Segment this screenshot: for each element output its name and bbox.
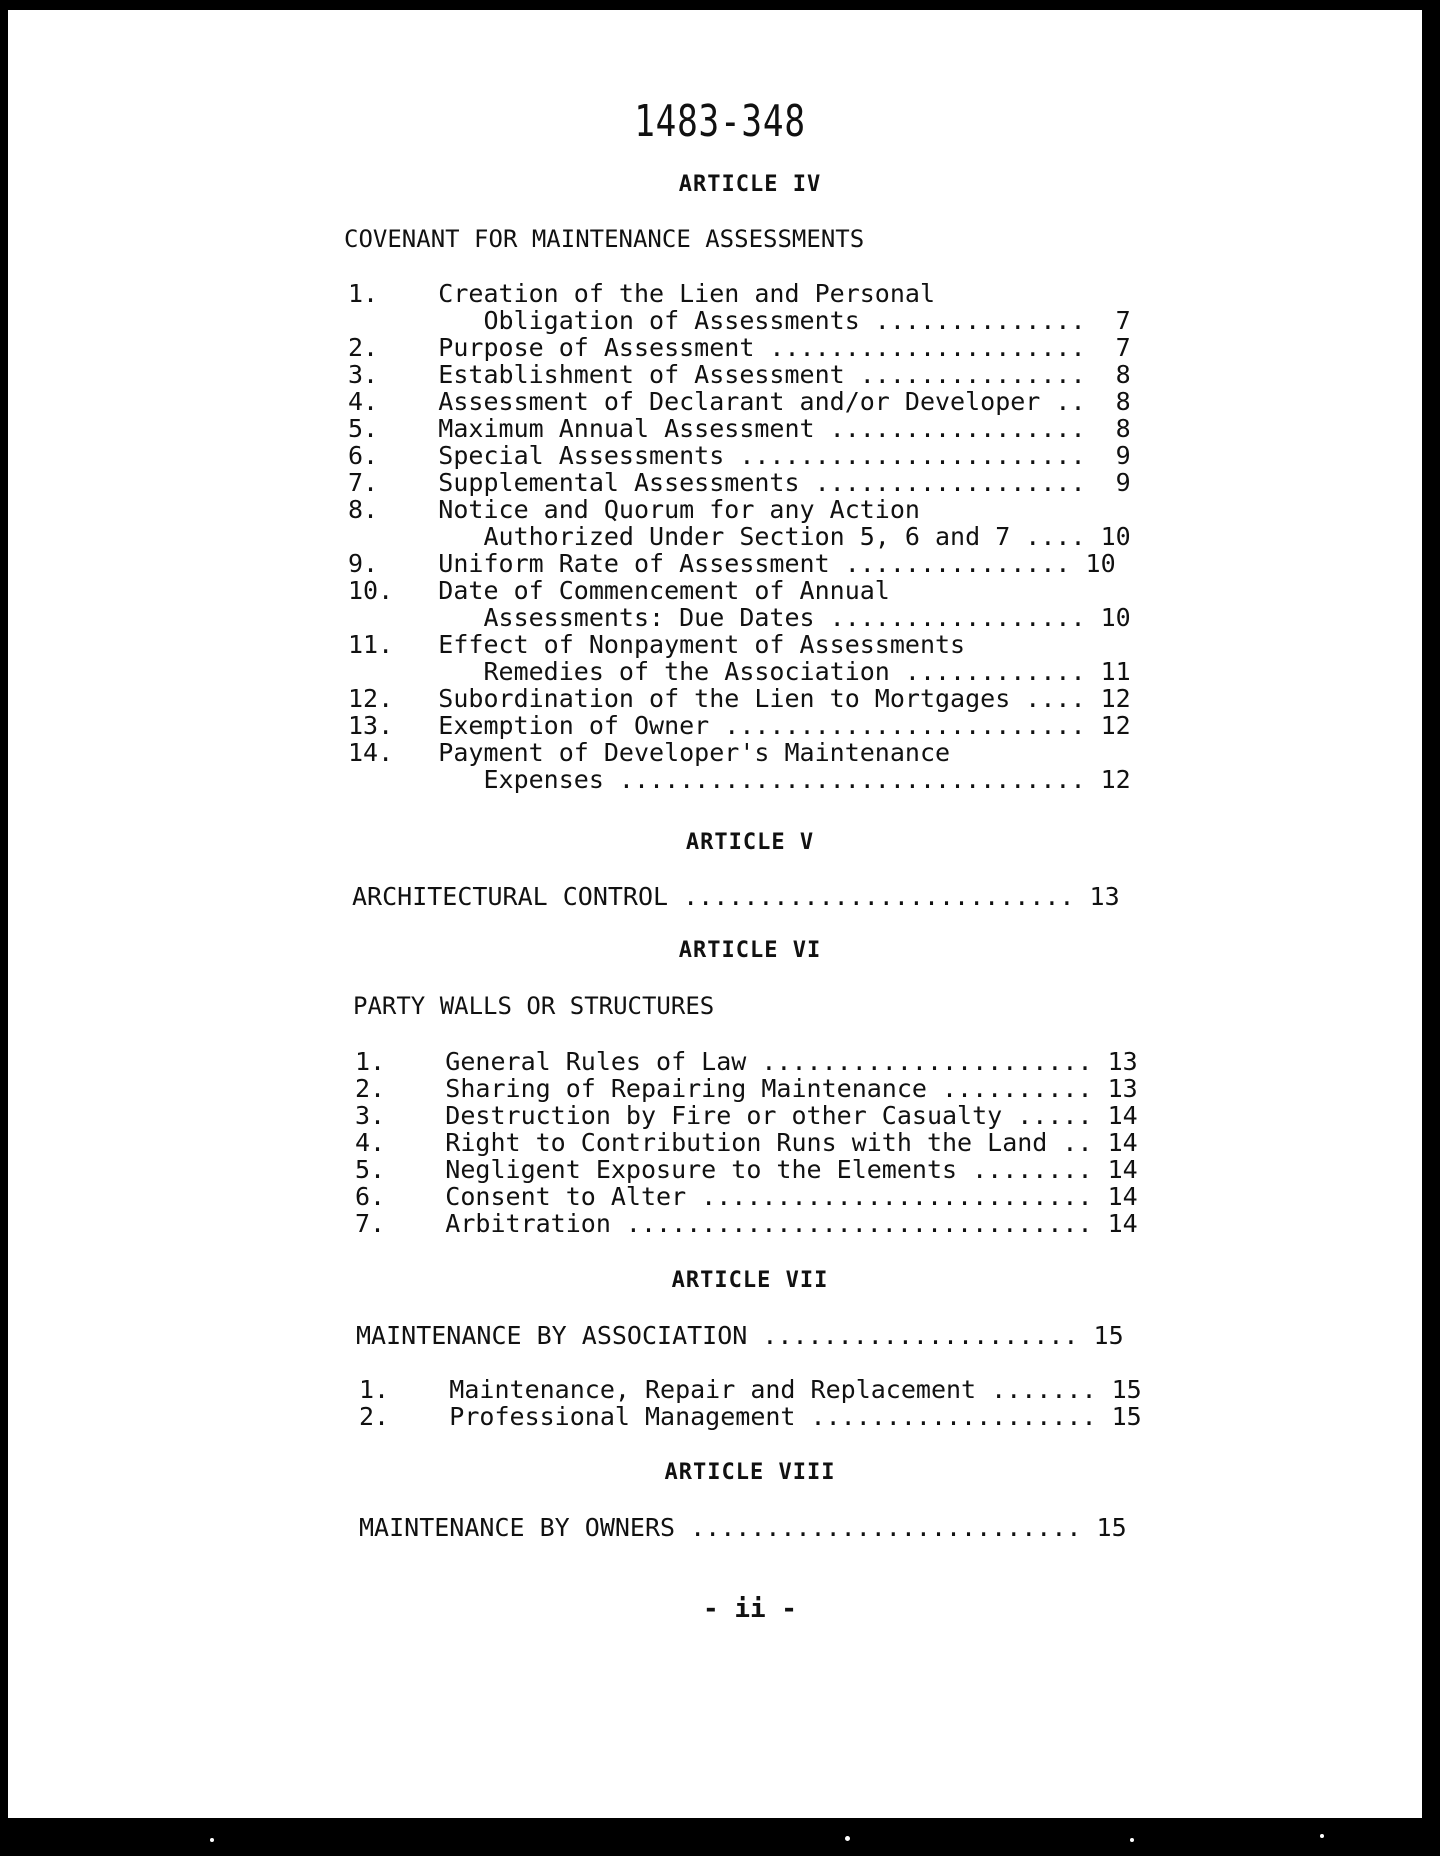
- toc-line: 14. Payment of Developer's Maintenance: [348, 738, 951, 767]
- toc-line: 2. Professional Management ................... 15: [359, 1402, 1142, 1431]
- toc-line: 2. Purpose of Assessment ..................... 7: [348, 333, 1131, 362]
- toc-line: 10. Date of Commencement of Annual: [348, 576, 890, 605]
- article-v-toc-line: ARCHITECTURAL CONTROL .......................... 13: [352, 882, 1120, 911]
- page-number: - ii -: [703, 1594, 797, 1624]
- toc-line: 6. Consent to Alter .......................... 14: [355, 1182, 1138, 1211]
- toc-line: 9. Uniform Rate of Assessment ............... 10: [348, 549, 1116, 578]
- toc-line: 7. Arbitration ............................... 14: [355, 1209, 1138, 1238]
- article-vi-toc: [355, 1048, 1138, 1237]
- article-v-heading: ARTICLE V: [685, 830, 815, 855]
- toc-line: 11. Effect of Nonpayment of Assessments: [348, 630, 966, 659]
- article-vii-title: MAINTENANCE BY ASSOCIATION ..................... 15: [356, 1321, 1124, 1350]
- toc-line: 2. Sharing of Repairing Maintenance .......... 13: [355, 1074, 1138, 1103]
- article-viii-heading: ARTICLE VIII: [664, 1460, 836, 1485]
- article-vii-heading: ARTICLE VII: [671, 1268, 829, 1293]
- toc-line: 1. Maintenance, Repair and Replacement ....... 15: [359, 1375, 1142, 1404]
- scan-speck: [210, 1838, 214, 1842]
- toc-line: Obligation of Assessments .............. 7: [348, 306, 1131, 335]
- toc-line: 4. Right to Contribution Runs with the Land .. 14: [355, 1128, 1138, 1157]
- scan-speck: [845, 1836, 850, 1841]
- toc-line: 1. General Rules of Law ...................... 13: [355, 1047, 1138, 1076]
- toc-line: 5. Negligent Exposure to the Elements ........ 14: [355, 1155, 1138, 1184]
- article-iv-title: COVENANT FOR MAINTENANCE ASSESSMENTS: [344, 225, 865, 253]
- toc-line: 12. Subordination of the Lien to Mortgages .... 12: [348, 684, 1131, 713]
- toc-line: 3. Destruction by Fire or other Casualty ..... 14: [355, 1101, 1138, 1130]
- toc-line: Assessments: Due Dates ................. 10: [348, 603, 1131, 632]
- toc-line: 8. Notice and Quorum for any Action: [348, 495, 920, 524]
- article-iv-toc: [348, 280, 1131, 793]
- document-number-stamp: 1483-348: [634, 96, 806, 147]
- toc-line: 4. Assessment of Declarant and/or Developer .. 8: [348, 387, 1131, 416]
- article-viii-toc-line: MAINTENANCE BY OWNERS .......................... 15: [359, 1513, 1127, 1542]
- scan-speck: [1320, 1834, 1324, 1838]
- article-vi-heading: ARTICLE VI: [678, 938, 822, 963]
- toc-line: 5. Maximum Annual Assessment ................. 8: [348, 414, 1131, 443]
- article-vii-toc: [359, 1376, 1142, 1430]
- toc-line: 6. Special Assessments ....................... 9: [348, 441, 1131, 470]
- toc-line: 3. Establishment of Assessment ............... 8: [348, 360, 1131, 389]
- article-iv-heading: ARTICLE IV: [678, 172, 822, 197]
- toc-line: 7. Supplemental Assessments .................. 9: [348, 468, 1131, 497]
- toc-line: 13. Exemption of Owner ........................ 12: [348, 711, 1131, 740]
- toc-line: 1. Creation of the Lien and Personal: [348, 279, 935, 308]
- toc-line: Authorized Under Section 5, 6 and 7 .... 10: [348, 522, 1131, 551]
- article-vi-title: PARTY WALLS OR STRUCTURES: [353, 992, 715, 1020]
- scan-speck: [1130, 1838, 1134, 1842]
- toc-line: Remedies of the Association ............ 11: [348, 657, 1131, 686]
- toc-line: Expenses ............................... 12: [348, 765, 1131, 794]
